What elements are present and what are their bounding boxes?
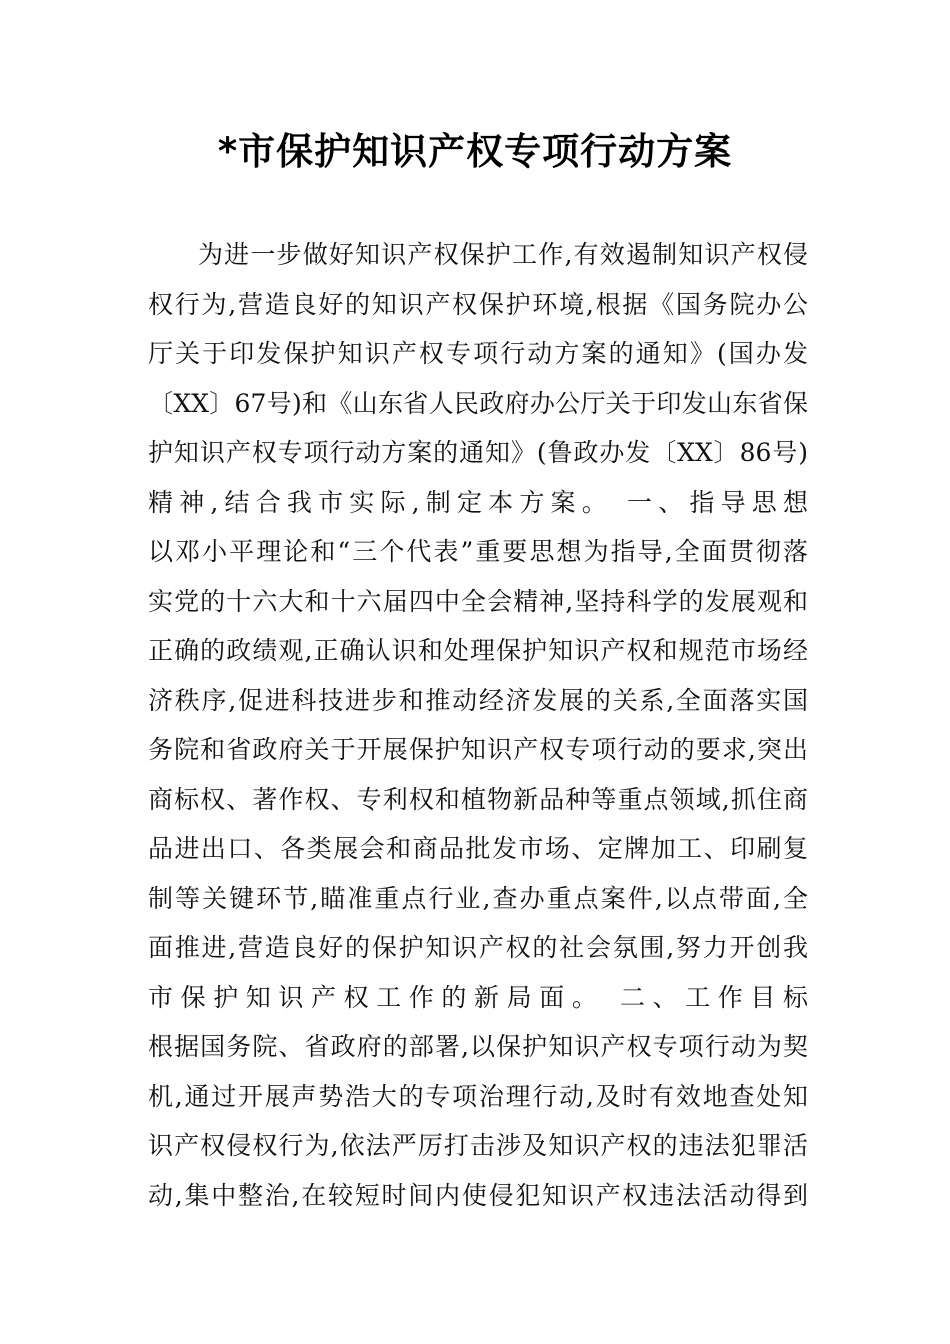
text-line-13: 品进出口、各类展会和商品批发市场、定牌加工、印刷复: [148, 834, 808, 863]
text-line-17: 根据国务院、省政府的部署,以保护知识产权专项行动为契: [148, 1032, 808, 1061]
document-title: *市保护知识产权专项行动方案: [217, 130, 733, 173]
text-line-6: 精神,结合我市实际,制定本方案。 一、指导思想: [148, 487, 808, 517]
text-line-20: 动,集中整治,在较短时间内使侵犯知识产权违法活动得到: [148, 1180, 808, 1210]
text-line-5: 护知识产权专项行动方案的通知》(鲁政办发〔XX〕86号): [148, 438, 808, 467]
text-line-1: 为进一步做好知识产权保护工作,有效遏制知识产权侵: [198, 240, 808, 269]
text-line-14: 制等关键环节,瞄准重点行业,查办重点案件,以点带面,全: [148, 883, 808, 913]
text-line-15: 面推进,营造良好的保护知识产权的社会氛围,努力开创我: [148, 933, 808, 962]
text-line-19: 识产权侵权行为,依法严厉打击涉及知识产权的违法犯罪活: [148, 1131, 808, 1160]
text-line-7: 以邓小平理论和“三个代表”重要思想为指导,全面贯彻落: [148, 537, 808, 566]
text-line-10: 济秩序,促进科技进步和推动经济发展的关系,全面落实国: [148, 685, 808, 715]
text-line-18: 机,通过开展声势浩大的专项治理行动,及时有效地查处知: [148, 1081, 808, 1111]
text-line-9: 正确的政绩观,正确认识和处理保护知识产权和规范市场经: [148, 636, 808, 665]
text-line-2: 权行为,营造良好的知识产权保护环境,根据《国务院办公: [148, 289, 808, 319]
text-line-16: 市保护知识产权工作的新局面。 二、工作目标: [148, 982, 808, 1012]
text-line-12: 商标权、著作权、专利权和植物新品种等重点领域,抓住商: [148, 784, 808, 814]
text-line-3: 厅关于印发保护知识产权专项行动方案的通知》(国办发: [148, 339, 808, 368]
text-line-11: 务院和省政府关于开展保护知识产权专项行动的要求,突出: [148, 735, 808, 764]
text-line-8: 实党的十六大和十六届四中全会精神,坚持科学的发展观和: [148, 586, 808, 616]
document-body: [148, 230, 808, 1220]
text-line-4: 〔XX〕67号)和《山东省人民政府办公厅关于印发山东省保: [148, 388, 808, 418]
